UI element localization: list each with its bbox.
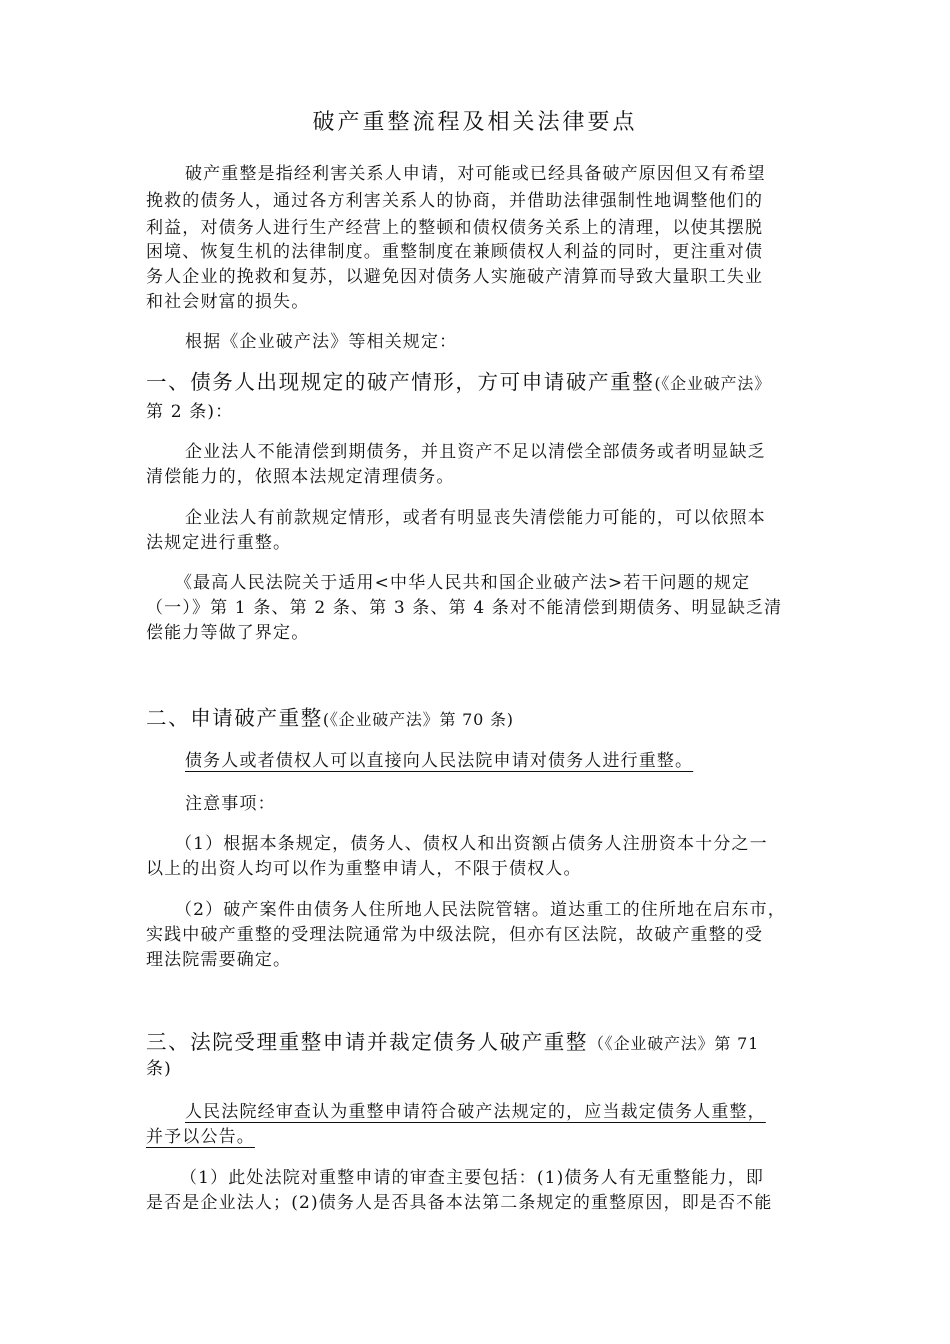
section-3-ref-cont: 条): [146, 1059, 172, 1079]
intro-line: 务人企业的挽救和复苏，以避免因对债务人实施破产清算而导致大量职工失业: [146, 267, 764, 287]
intro-line: 挽救的债务人，通过各方利害关系人的协商，并借助法律强制性地调整他们的: [146, 191, 764, 211]
underlined-provision: 并予以公告。: [146, 1127, 255, 1147]
note-item-line: （2）破产案件由债务人住所地人民法院管辖。道达重工的住所地在启东市，: [175, 900, 786, 920]
legal-basis: 根据《企业破产法》等相关规定：: [185, 332, 458, 352]
note-item-line: 理法院需要确定。: [146, 950, 292, 970]
underlined-provision: 人民法院经审查认为重整申请符合破产法规定的，应当裁定债务人重整，: [185, 1102, 766, 1122]
document-title: 破产重整流程及相关法律要点: [312, 110, 638, 135]
paragraph-line: （一）》第 1 条、第 2 条、第 3 条、第 4 条对不能清偿到期债务、明显缺乏清: [146, 598, 783, 618]
section-3-ref: （《企业破产法》第 71: [588, 1034, 760, 1053]
notes-label: 注意事项：: [185, 794, 276, 814]
note-item-line: 以上的出资人均可以作为重整申请人，不限于债权人。: [146, 859, 582, 879]
intro-line: 困境、恢复生机的法律制度。重整制度在兼顾债权人利益的同时，更注重对债: [146, 242, 764, 262]
intro-line: 利益，对债务人进行生产经营上的整顿和债权债务关系上的清理，以使其摆脱: [146, 218, 764, 238]
section-1-ref-cont: 第 2 条)：: [146, 402, 234, 422]
review-item-line: （1）此处法院对重整申请的审查主要包括：(1)债务人有无重整能力，即: [180, 1168, 764, 1188]
section-3-heading: [146, 1028, 759, 1058]
paragraph-line: 企业法人不能清偿到期债务，并且资产不足以清偿全部债务或者明显缺乏: [185, 442, 766, 462]
section-1-heading: [146, 368, 771, 398]
intro-line: 破产重整是指经利害关系人申请，对可能或已经具备破产原因但又有希望: [185, 164, 766, 184]
paragraph-line: 企业法人有前款规定情形，或者有明显丧失清偿能力可能的，可以依照本: [185, 508, 766, 528]
section-2-title: 二、申请破产重整: [146, 706, 323, 730]
section-1-ref: (《企业破产法》: [654, 374, 771, 393]
intro-line: 和社会财富的损失。: [146, 292, 310, 312]
section-3-title: 三、法院受理重整申请并裁定债务人破产重整: [146, 1030, 588, 1054]
section-2-heading: [146, 704, 514, 734]
paragraph-line: 清偿能力的，依照本法规定清理债务。: [146, 467, 455, 487]
note-item-line: （1）根据本条规定，债务人、债权人和出资额占债务人注册资本十分之一: [175, 834, 768, 854]
section-2-ref: (《企业破产法》第 70 条): [322, 710, 514, 729]
paragraph-line: 《最高人民法院关于适用<中华人民共和国企业破产法>若干问题的规定: [175, 573, 751, 593]
underlined-provision: 债务人或者债权人可以直接向人民法院申请对债务人进行重整。: [185, 751, 694, 771]
paragraph-line: 偿能力等做了界定。: [146, 623, 310, 643]
paragraph-line: 法规定进行重整。: [146, 533, 292, 553]
review-item-line: 是否是企业法人；(2)债务人是否具备本法第二条规定的重整原因，即是否不能: [146, 1193, 773, 1213]
section-1-title: 一、债务人出现规定的破产情形，方可申请破产重整: [146, 370, 655, 394]
note-item-line: 实践中破产重整的受理法院通常为中级法院，但亦有区法院，故破产重整的受: [146, 925, 764, 945]
